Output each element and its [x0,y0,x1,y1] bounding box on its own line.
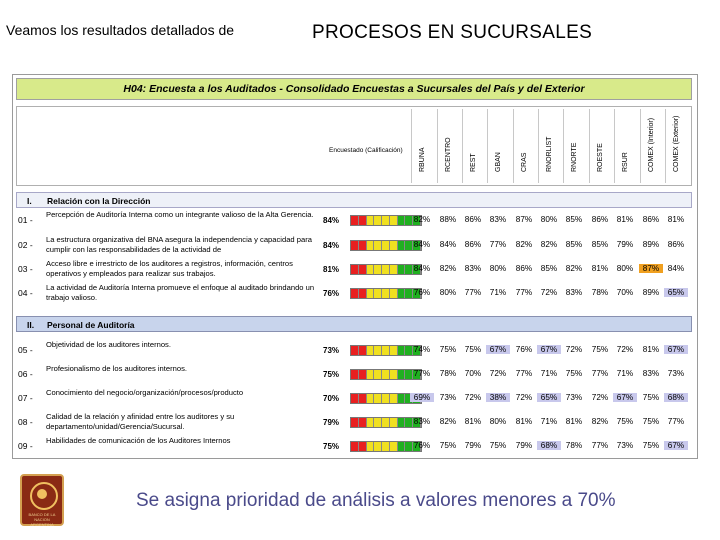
value-cell: 81% [616,215,634,224]
table-row [16,259,692,281]
column-header-cell [411,109,436,183]
value-cell: 70% [616,288,634,297]
value-cell: 73% [667,369,685,378]
score-bar-segment [359,418,367,427]
intro-text: Veamos los resultados detallados de [6,22,235,38]
section-header [16,192,692,208]
score-bar-segment [367,370,375,379]
table-title: H04: Encuesta a los Auditados - Consolidado Encuestas a Sucursales del País y del Exterior [16,78,692,100]
value-cell: 86% [591,215,609,224]
score-bar-segment [398,370,406,379]
row-number: 07 - [18,393,33,403]
value-cell: 78% [565,441,583,450]
score-bar-segment [374,370,382,379]
row-number: 08 - [18,417,33,427]
row-number: 03 - [18,264,33,274]
column-header-label: CRAS [521,152,528,172]
row-question: La actividad de Auditoría Interna promueve el enfoque al auditado brindando un trabajo valioso. [46,283,315,302]
table-row [16,210,692,232]
score-bar-segment [382,442,390,451]
value-cell: 75% [642,417,660,426]
row-question: Percepción de Auditoría Interna como un integrante valioso de la Alta Gerencia. [46,210,314,219]
score-bar-segment [382,265,390,274]
value-cell: 71% [540,417,558,426]
score-bar-segment [398,418,406,427]
value-cell: 82% [540,240,558,249]
score-bar-segment [374,394,382,403]
value-cell: 38% [486,393,510,402]
column-header-cell [538,109,563,183]
value-cell: 82% [565,264,583,273]
value-cell: 75% [565,369,583,378]
row-score: 79% [323,418,340,427]
value-cell: 84% [667,264,685,273]
row-question: Habilidades de comunicación de los Auditores Internos [46,436,231,445]
row-score: 84% [323,241,340,250]
row-question: Acceso libre e irrestricto de los auditores a registros, información, centros operativos y empleados para realizar sus trabajos. [46,259,293,278]
column-header-cell [513,109,538,183]
score-bar-segment [367,346,375,355]
score-bar-segment [382,216,390,225]
column-header-label: REST [470,153,477,172]
value-cell: 74% [413,345,431,354]
row-number: 04 - [18,288,33,298]
value-cell: 72% [489,369,507,378]
value-cell: 72% [565,345,583,354]
value-cell: 82% [591,417,609,426]
value-cell: 86% [642,215,660,224]
row-question: Objetividad de los auditores internos. [46,340,171,349]
value-cell: 65% [537,393,561,402]
value-cell: 73% [565,393,583,402]
value-cell: 75% [616,417,634,426]
value-cell: 82% [439,417,457,426]
score-bar-segment [390,370,398,379]
value-cell: 71% [616,369,634,378]
value-cell: 76% [413,441,431,450]
row-number: 02 - [18,240,33,250]
value-cell: 81% [667,215,685,224]
value-cell: 76% [413,288,431,297]
value-cell: 77% [489,240,507,249]
score-bar-segment [398,265,406,274]
score-bar-segment [398,289,406,298]
value-cell: 77% [464,288,482,297]
score-bar-segment [390,241,398,250]
value-cell: 83% [413,417,431,426]
score-bar-segment [367,418,375,427]
value-cell: 85% [565,240,583,249]
column-header-label: COMEX (Interior) [648,117,655,172]
score-bar-segment [367,442,375,451]
score-bar-segment [359,442,367,451]
score-bar-segment [390,418,398,427]
row-score: 81% [323,265,340,274]
value-cell: 85% [540,264,558,273]
score-bar-segment [351,442,359,451]
score-bar-segment [374,216,382,225]
row-score: 73% [323,346,340,355]
score-bar-segment [367,216,375,225]
value-cell: 81% [642,345,660,354]
column-header-cell [462,109,487,183]
score-bar-segment [351,394,359,403]
value-cell: 72% [591,393,609,402]
row-score: 76% [323,289,340,298]
value-cell: 72% [540,288,558,297]
column-header-label: RBUNA [419,147,426,172]
value-cell: 77% [591,369,609,378]
value-cell: 75% [464,345,482,354]
score-bar-segment [351,418,359,427]
column-header-cell [665,109,690,183]
score-bar-segment [351,241,359,250]
row-number: 05 - [18,345,33,355]
table-row [16,364,692,386]
score-bar-segment [374,418,382,427]
score-bar-segment [359,216,367,225]
value-cell: 68% [537,441,561,450]
row-question: Profesionalismo de los auditores internos. [46,364,187,373]
logo-emblem-center [37,489,47,499]
score-bar-segment [351,289,359,298]
value-cell: 89% [642,288,660,297]
value-cell: 86% [667,240,685,249]
column-header-label: RNORLIST [546,136,553,172]
value-cell: 68% [664,393,688,402]
score-bar-segment [351,265,359,274]
value-cell: 80% [540,215,558,224]
value-cell: 69% [410,393,434,402]
value-cell: 81% [591,264,609,273]
value-cell: 81% [565,417,583,426]
score-bar-segment [351,346,359,355]
value-cell: 75% [439,441,457,450]
value-cell: 75% [642,441,660,450]
value-cell: 84% [413,264,431,273]
score-bar-segment [367,265,375,274]
page-title: PROCESOS EN SUCURSALES [312,22,593,43]
table-row [16,412,692,434]
table-row [16,388,692,410]
value-cell: 77% [591,441,609,450]
value-cell: 77% [515,369,533,378]
bank-logo [20,474,64,526]
value-cell: 87% [639,264,663,273]
table-row [16,436,692,458]
row-score: 75% [323,370,340,379]
score-bar-segment [359,370,367,379]
value-cell: 80% [489,264,507,273]
column-header-cell [614,109,639,183]
column-header-cell [640,109,665,183]
row-score: 84% [323,216,340,225]
column-header-cell [589,109,614,183]
value-cell: 85% [591,240,609,249]
value-cell: 80% [439,288,457,297]
score-bar-segment [382,241,390,250]
logo-text: BANCO DE LA NACION ARGENTINA [28,512,56,527]
value-cell: 82% [439,264,457,273]
value-cell: 82% [413,215,431,224]
value-cell: 84% [439,240,457,249]
score-bar-segment [367,394,375,403]
table-row [16,235,692,257]
value-cell: 72% [464,393,482,402]
value-cell: 75% [591,345,609,354]
row-question: Conocimiento del negocio/organización/procesos/producto [46,388,244,397]
value-cell: 83% [642,369,660,378]
score-bar-segment [374,265,382,274]
value-cell: 75% [489,441,507,450]
score-bar-segment [374,442,382,451]
value-cell: 89% [642,240,660,249]
value-cell: 78% [591,288,609,297]
value-cell: 76% [515,345,533,354]
value-cell: 73% [616,441,634,450]
column-header-label: RSUR [622,152,629,172]
value-cell: 67% [664,441,688,450]
value-cell: 81% [464,417,482,426]
value-cell: 65% [664,288,688,297]
section-label: Personal de Auditoría [47,320,135,330]
value-cell: 67% [664,345,688,354]
value-cell: 67% [486,345,510,354]
value-cell: 85% [565,215,583,224]
row-number: 06 - [18,369,33,379]
value-cell: 88% [439,215,457,224]
row-score: 70% [323,394,340,403]
value-cell: 81% [515,417,533,426]
score-bar-segment [398,241,406,250]
score-bar-segment [398,394,406,403]
score-bar-segment [359,346,367,355]
value-cell: 78% [439,369,457,378]
score-bar-segment [398,216,406,225]
row-score: 75% [323,442,340,451]
score-bar-segment [374,241,382,250]
score-bar-segment [351,370,359,379]
column-header-cell [437,109,462,183]
section-number: II. [27,320,35,330]
row-number: 09 - [18,441,33,451]
section-label: Relación con la Dirección [47,196,151,206]
score-bar-segment [390,394,398,403]
value-cell: 87% [515,215,533,224]
column-header-label: RCENTRO [445,137,452,172]
value-cell: 83% [489,215,507,224]
value-cell: 79% [616,240,634,249]
score-bar-segment [390,289,398,298]
section-number: I. [27,196,32,206]
section-header [16,316,692,332]
value-cell: 75% [439,345,457,354]
score-bar-segment [374,346,382,355]
column-header-label: RNORTE [571,142,578,172]
value-cell: 67% [613,393,637,402]
value-cell: 83% [565,288,583,297]
value-cell: 84% [413,240,431,249]
score-bar-segment [398,346,406,355]
score-bar-segment [359,394,367,403]
value-cell: 83% [464,264,482,273]
column-header-label: COMEX (Exterior) [673,115,680,172]
score-bar-segment [390,216,398,225]
row-number: 01 - [18,215,33,225]
score-bar-segment [398,442,406,451]
value-cell: 86% [464,240,482,249]
encuestado-label: Encuestado (Calificación) [329,147,403,154]
value-cell: 86% [464,215,482,224]
score-bar-segment [382,370,390,379]
score-bar-segment [374,289,382,298]
value-cell: 72% [515,393,533,402]
score-bar-segment [351,216,359,225]
value-cell: 71% [540,369,558,378]
column-header-cell [563,109,588,183]
value-cell: 75% [642,393,660,402]
row-question: La estructura organizativa del BNA asegura la independencia y capacidad para cumplir con las responsabilidades de la actividad de [46,235,312,254]
value-cell: 71% [489,288,507,297]
value-cell: 67% [537,345,561,354]
score-bar-segment [359,289,367,298]
priority-note: Se asigna prioridad de análisis a valores menores a 70% [136,490,616,511]
value-cell: 77% [515,288,533,297]
value-cell: 79% [515,441,533,450]
value-cell: 77% [667,417,685,426]
column-header-label: GBAN [495,152,502,172]
table-row [16,340,692,362]
column-header-cell [487,109,512,183]
table-row [16,283,692,305]
value-cell: 70% [464,369,482,378]
score-bar-segment [390,346,398,355]
score-bar-segment [382,346,390,355]
score-bar-segment [382,418,390,427]
score-bar-segment [367,289,375,298]
row-question: Calidad de la relación y afinidad entre los auditores y su departamento/unidad/Gerencia/Sucursal. [46,412,235,431]
score-bar-segment [382,394,390,403]
column-header [16,106,692,186]
value-cell: 73% [439,393,457,402]
score-bar-segment [367,241,375,250]
score-bar-segment [359,265,367,274]
column-header-label: ROESTE [597,143,604,172]
score-bar-segment [359,241,367,250]
score-bar-segment [390,442,398,451]
value-cell: 72% [616,345,634,354]
score-bar-segment [382,289,390,298]
value-cell: 82% [515,240,533,249]
value-cell: 79% [464,441,482,450]
value-cell: 86% [515,264,533,273]
score-bar-segment [390,265,398,274]
value-cell: 77% [413,369,431,378]
value-cell: 80% [616,264,634,273]
value-cell: 80% [489,417,507,426]
